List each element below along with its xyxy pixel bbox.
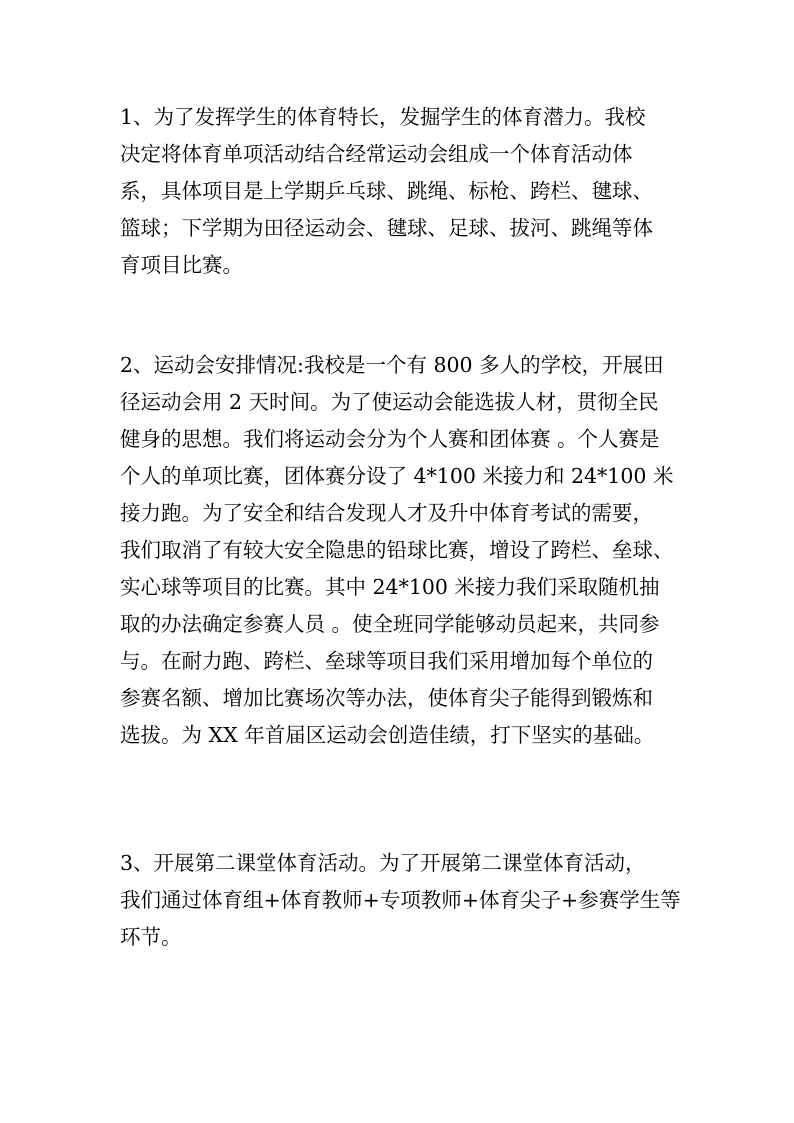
paragraph-1-line-4: 篮球；下学期为田径运动会、毽球、足球、拔河、跳绳等体 [120, 216, 653, 240]
paragraph-2-line-3: 健身的思想。我们将运动会分为个人赛和团体赛 。个人赛是 [120, 427, 660, 451]
paragraph-2-line-5: 接力跑。为了安全和结合发现人才及升中体育考试的需要， [120, 501, 653, 525]
paragraph-2-line-9: 与。在耐力跑、跨栏、垒球等项目我们采用增加每个单位的 [120, 649, 653, 673]
paragraph-2 [120, 347, 680, 754]
paragraph-3-line-1: 3、开展第二课堂体育活动。为了开展第二课堂体育活动， [120, 851, 646, 875]
paragraph-2-line-8: 取的办法确定参赛人员 。使全班同学能够动员起来，共同参 [120, 612, 660, 636]
paragraph-3 [120, 845, 680, 956]
paragraph-1 [120, 99, 680, 284]
paragraph-2-line-2: 径运动会用 2 天时间。为了使运动会能选拔人材，贯彻全民 [120, 390, 659, 414]
paragraph-1-line-3: 系，具体项目是上学期乒乓球、跳绳、标枪、跨栏、毽球、 [120, 179, 653, 203]
paragraph-2-line-6: 我们取消了有较大安全隐患的铅球比赛，增设了跨栏、垒球、 [120, 538, 674, 562]
paragraph-1-line-5: 育项目比赛。 [120, 253, 243, 277]
paragraph-3-line-2: 我们通过体育组+体育教师+专项教师+体育尖子+参赛学生等 [120, 888, 681, 912]
paragraph-2-line-11: 选拔。为 XX 年首届区运动会创造佳绩，打下坚实的基础。 [120, 723, 655, 747]
paragraph-1-line-1: 1、为了发挥学生的体育特长，发掘学生的体育潜力。我校 [120, 105, 646, 129]
paragraph-2-line-7: 实心球等项目的比赛。其中 24*100 米接力我们采取随机抽 [120, 575, 660, 599]
paragraph-2-line-10: 参赛名额、增加比赛场次等办法，使体育尖子能得到锻炼和 [120, 686, 653, 710]
paragraph-3-line-3: 环节。 [120, 925, 182, 949]
paragraph-1-line-2: 决定将体育单项活动结合经常运动会组成一个体育活动体 [120, 142, 633, 166]
paragraph-2-line-4: 个人的单项比赛，团体赛分设了 4*100 米接力和 24*100 米 [120, 464, 674, 488]
paragraph-2-line-1: 2、运动会安排情况:我校是一个有 800 多人的学校，开展田 [120, 353, 664, 377]
